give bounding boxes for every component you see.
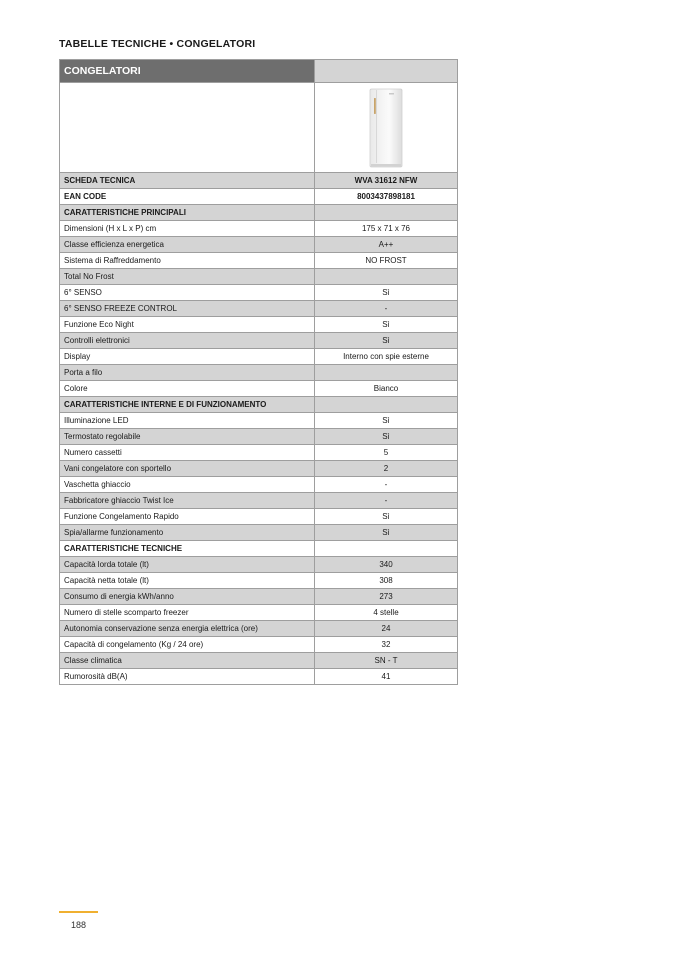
row-label: Funzione Eco Night — [60, 317, 315, 333]
table-row — [60, 669, 458, 685]
row-label: Vani congelatore con sportello — [60, 461, 315, 477]
table-row — [60, 461, 458, 477]
table-row — [60, 573, 458, 589]
table-row — [60, 189, 458, 205]
row-label: Numero di stelle scomparto freezer — [60, 605, 315, 621]
section-row — [60, 397, 458, 413]
row-label: Illuminazione LED — [60, 413, 315, 429]
freezer-icon — [366, 88, 406, 168]
row-value: 175 x 71 x 76 — [315, 221, 458, 237]
row-label: Classe climatica — [60, 653, 315, 669]
row-label: 6° SENSO FREEZE CONTROL — [60, 301, 315, 317]
table-row — [60, 221, 458, 237]
table-row — [60, 621, 458, 637]
row-value: 308 — [315, 573, 458, 589]
row-label: Sistema di Raffreddamento — [60, 253, 315, 269]
row-label: CARATTERISTICHE INTERNE E DI FUNZIONAMENTO — [60, 397, 315, 413]
table-row — [60, 237, 458, 253]
row-value: NO FROST — [315, 253, 458, 269]
row-label: CARATTERISTICHE PRINCIPALI — [60, 205, 315, 221]
table-row — [60, 413, 458, 429]
row-value: Sì — [315, 413, 458, 429]
row-value: Sì — [315, 429, 458, 445]
row-label: Vaschetta ghiaccio — [60, 477, 315, 493]
page-title: TABELLE TECNICHE • CONGELATORI — [59, 38, 256, 50]
table-row — [60, 301, 458, 317]
row-label: Display — [60, 349, 315, 365]
table-row — [60, 637, 458, 653]
model-name: WVA 31612 NFW — [315, 173, 458, 189]
table-row — [60, 509, 458, 525]
row-value: 24 — [315, 621, 458, 637]
row-value: 273 — [315, 589, 458, 605]
spec-table — [59, 59, 458, 685]
row-value: - — [315, 477, 458, 493]
row-value: 2 — [315, 461, 458, 477]
row-value: Interno con spie esterne — [315, 349, 458, 365]
table-row — [60, 381, 458, 397]
row-label: Funzione Congelamento Rapido — [60, 509, 315, 525]
table-header-label: CONGELATORI — [60, 60, 315, 83]
table-row — [60, 541, 458, 557]
row-label: Colore — [60, 381, 315, 397]
row-label: EAN CODE — [60, 189, 315, 205]
table-header-row — [60, 60, 458, 83]
row-label: Consumo di energia kWh/anno — [60, 589, 315, 605]
product-image-row — [60, 83, 458, 173]
model-label: SCHEDA TECNICA — [60, 173, 315, 189]
row-value: Sì — [315, 317, 458, 333]
row-value — [315, 397, 458, 413]
table-row — [60, 269, 458, 285]
row-value: 4 stelle — [315, 605, 458, 621]
table-row — [60, 333, 458, 349]
row-value: - — [315, 301, 458, 317]
section-row — [60, 205, 458, 221]
row-value: Sì — [315, 333, 458, 349]
row-label: Autonomia conservazione senza energia elettrica (ore) — [60, 621, 315, 637]
row-label: CARATTERISTICHE TECNICHE — [60, 541, 315, 557]
row-label: Capacità lorda totale (lt) — [60, 557, 315, 573]
model-row — [60, 173, 458, 189]
row-value: Sì — [315, 525, 458, 541]
image-row-blank — [60, 83, 315, 173]
row-value: Bianco — [315, 381, 458, 397]
row-label: Termostato regolabile — [60, 429, 315, 445]
table-row — [60, 253, 458, 269]
row-value — [315, 269, 458, 285]
row-value: SN - T — [315, 653, 458, 669]
row-value: 41 — [315, 669, 458, 685]
row-label: Numero cassetti — [60, 445, 315, 461]
row-label: Rumorosità dB(A) — [60, 669, 315, 685]
row-value: 340 — [315, 557, 458, 573]
row-label: Spia/allarme funzionamento — [60, 525, 315, 541]
row-value: Sì — [315, 509, 458, 525]
row-value: - — [315, 493, 458, 509]
row-value: 5 — [315, 445, 458, 461]
table-row — [60, 589, 458, 605]
table-row — [60, 445, 458, 461]
table-header-blank — [315, 60, 458, 83]
footer-accent-line — [59, 911, 98, 913]
page-number: 188 — [71, 920, 87, 930]
table-row — [60, 285, 458, 301]
table-row — [60, 477, 458, 493]
row-value — [315, 205, 458, 221]
row-label: Classe efficienza energetica — [60, 237, 315, 253]
row-label: Porta a filo — [60, 365, 315, 381]
row-value: 32 — [315, 637, 458, 653]
row-value — [315, 365, 458, 381]
row-value — [315, 541, 458, 557]
freezer-image — [315, 83, 458, 173]
table-row — [60, 317, 458, 333]
row-label: 6° SENSO — [60, 285, 315, 301]
row-label: Total No Frost — [60, 269, 315, 285]
row-label: Dimensioni (H x L x P) cm — [60, 221, 315, 237]
table-row — [60, 605, 458, 621]
table-row — [60, 525, 458, 541]
row-value: 8003437898181 — [315, 189, 458, 205]
table-row — [60, 349, 458, 365]
table-row — [60, 557, 458, 573]
table-row — [60, 429, 458, 445]
table-row — [60, 365, 458, 381]
row-value: A++ — [315, 237, 458, 253]
table-row — [60, 493, 458, 509]
row-label: Capacità di congelamento (Kg / 24 ore) — [60, 637, 315, 653]
table-row — [60, 653, 458, 669]
row-label: Controlli elettronici — [60, 333, 315, 349]
row-label: Fabbricatore ghiaccio Twist Ice — [60, 493, 315, 509]
row-value: Sì — [315, 285, 458, 301]
row-label: Capacità netta totale (lt) — [60, 573, 315, 589]
